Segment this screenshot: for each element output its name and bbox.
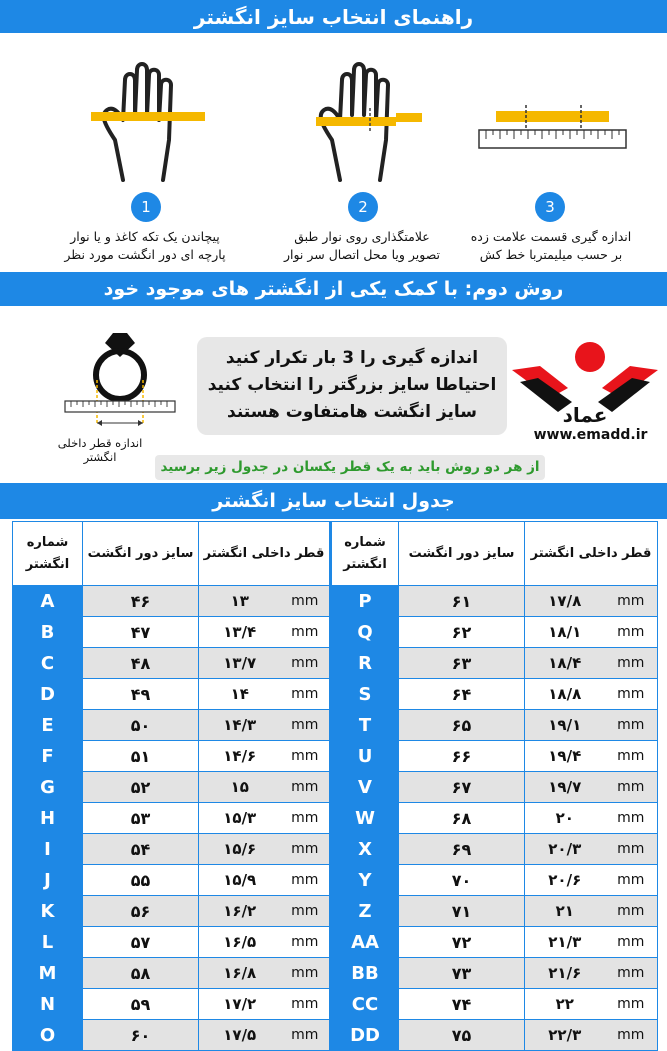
finger-size-cell: ۷۲ [399,927,525,958]
diameter-cell: ۱۹/۴ [525,741,605,772]
table-row [13,741,658,772]
diameter-cell: ۲۰/۳ [525,834,605,865]
diameter-cell: ۲۲/۳ [525,1020,605,1051]
diameter-cell: ۱۳/۷ [199,648,281,679]
unit-cell: mm [605,648,658,679]
header-finger-size: سایز دور انگشت [399,522,525,586]
unit-cell: mm [281,834,331,865]
finger-size-cell: ۶۷ [399,772,525,803]
ring-ruler-icon [55,325,180,435]
diameter-cell: ۱۹/۷ [525,772,605,803]
unit-cell: mm [281,617,331,648]
step-1 [45,40,245,270]
diameter-cell: ۲۰/۶ [525,865,605,896]
ruler-tape-icon [451,40,651,190]
unit-cell: mm [281,896,331,927]
table-row [13,865,658,896]
header-ring-number: شماره انگشتر [331,522,399,586]
tip-line: سایز انگشت هامتفاوت هستند [227,402,477,422]
unit-cell: mm [605,617,658,648]
ring-letter-cell: G [13,772,83,803]
diameter-cell: ۱۳/۴ [199,617,281,648]
diameter-cell: ۱۴ [199,679,281,710]
diameter-cell: ۲۱/۶ [525,958,605,989]
unit-cell: mm [281,772,331,803]
unit-cell: mm [605,1020,658,1051]
unit-cell: mm [281,803,331,834]
diameter-cell: ۱۷/۸ [525,586,605,617]
finger-size-cell: ۵۱ [83,741,199,772]
ring-letter-cell: C [13,648,83,679]
finger-size-cell: ۷۳ [399,958,525,989]
unit-cell: mm [605,772,658,803]
unit-cell: mm [281,710,331,741]
table-row [13,834,658,865]
unit-cell: mm [605,803,658,834]
finger-size-cell: ۷۰ [399,865,525,896]
finger-size-cell: ۵۰ [83,710,199,741]
table-row [13,1020,658,1051]
step-number-badge: 3 [535,192,565,222]
unit-cell: mm [281,741,331,772]
table-row [13,679,658,710]
ring-letter-cell: V [331,772,399,803]
finger-size-cell: ۶۶ [399,741,525,772]
tip-line: اندازه گیری را 3 بار تکرار کنید [225,348,479,368]
table-row [13,586,658,617]
ring-letter-cell: N [13,989,83,1020]
step-2 [262,40,462,270]
finger-size-cell: ۴۷ [83,617,199,648]
ring-size-table [12,521,658,1051]
ring-letter-cell: CC [331,989,399,1020]
step-text: علامتگذاری روی نوار طبق تصویر ویا محل اتصال سر نوار [283,229,441,262]
table-row [13,648,658,679]
step-number-badge: 1 [131,192,161,222]
unit-cell: mm [281,1020,331,1051]
ring-letter-cell: Z [331,896,399,927]
ring-letter-cell: Y [331,865,399,896]
unit-cell: mm [281,958,331,989]
finger-size-cell: ۵۲ [83,772,199,803]
ring-letter-cell: W [331,803,399,834]
ring-letter-cell: I [13,834,83,865]
ring-letter-cell: DD [331,1020,399,1051]
step-number-badge: 2 [348,192,378,222]
ring-letter-cell: P [331,586,399,617]
table-row [13,927,658,958]
unit-cell: mm [605,586,658,617]
ring-letter-cell: E [13,710,83,741]
hand-tape-icon [45,40,245,190]
diameter-cell: ۱۵/۹ [199,865,281,896]
finger-size-cell: ۷۵ [399,1020,525,1051]
diameter-cell: ۱۷/۲ [199,989,281,1020]
ring-letter-cell: Q [331,617,399,648]
hand-mark-icon [262,40,462,190]
table-row [13,958,658,989]
tip-line: احتیاطا سایز بزرگتر را انتخاب کنید [207,375,497,395]
ring-letter-cell: S [331,679,399,710]
website-url[interactable]: www.emadd.ir [533,427,648,443]
finger-size-cell: ۶۱ [399,586,525,617]
finger-size-cell: ۵۴ [83,834,199,865]
finger-size-cell: ۵۷ [83,927,199,958]
unit-cell: mm [605,741,658,772]
diameter-cell: ۱۵/۶ [199,834,281,865]
page-title-banner [0,0,667,33]
method-two-title: روش دوم: با کمک یکی از انگشتر های موجود خود [103,278,564,300]
finger-size-cell: ۷۴ [399,989,525,1020]
unit-cell: mm [605,679,658,710]
table-row [13,989,658,1020]
finger-size-cell: ۵۸ [83,958,199,989]
unit-cell: mm [281,648,331,679]
step-text: اندازه گیری قسمت علامت زده بر حسب میلیمتربا خط کش [470,229,632,262]
ring-letter-cell: T [331,710,399,741]
header-inner-diameter: قطر داخلی انگشتر [199,522,331,586]
diameter-cell: ۲۱ [525,896,605,927]
diameter-cell: ۲۱/۳ [525,927,605,958]
page-title: راهنمای انتخاب سایز انگشتر [193,4,474,29]
finger-size-cell: ۵۹ [83,989,199,1020]
finger-size-cell: ۶۹ [399,834,525,865]
unit-cell: mm [605,896,658,927]
table-title-banner [0,483,667,519]
unit-cell: mm [281,586,331,617]
diameter-cell: ۱۶/۸ [199,958,281,989]
finger-size-cell: ۴۸ [83,648,199,679]
header-finger-size: سایز دور انگشت [83,522,199,586]
emad-logo [510,340,660,430]
ring-letter-cell: D [13,679,83,710]
header-inner-diameter: قطر داخلی انگشتر [525,522,658,586]
table-row [13,803,658,834]
table-row [13,772,658,803]
ring-letter-cell: M [13,958,83,989]
step-text: پیچاندن یک تکه کاغذ و یا نوار پارچه ای دور انگشت مورد نظر [64,229,226,262]
table-title: جدول انتخاب سایز انگشتر [212,490,455,512]
header-ring-number: شماره انگشتر [13,522,83,586]
table-row [13,896,658,927]
finger-size-cell: ۵۳ [83,803,199,834]
step-3 [451,40,651,270]
unit-cell: mm [605,834,658,865]
diameter-cell: ۱۹/۱ [525,710,605,741]
unit-cell: mm [281,865,331,896]
unit-cell: mm [605,927,658,958]
unit-cell: mm [605,710,658,741]
unit-cell: mm [281,989,331,1020]
unit-cell: mm [281,927,331,958]
method-two-banner [0,272,667,306]
ring-letter-cell: AA [331,927,399,958]
ring-letter-cell: U [331,741,399,772]
ring-letter-cell: X [331,834,399,865]
ring-letter-cell: BB [331,958,399,989]
unit-cell: mm [281,679,331,710]
diameter-cell: ۱۶/۵ [199,927,281,958]
finger-size-cell: ۵۶ [83,896,199,927]
finger-size-cell: ۵۵ [83,865,199,896]
ring-letter-cell: O [13,1020,83,1051]
ring-diameter-label: اندازه قطر داخلی انگشتر [57,436,143,464]
ring-letter-cell: R [331,648,399,679]
ring-letter-cell: J [13,865,83,896]
ring-letter-cell: H [13,803,83,834]
finger-size-cell: ۴۶ [83,586,199,617]
finger-size-cell: ۴۹ [83,679,199,710]
table-row [13,710,658,741]
diameter-cell: ۱۸/۴ [525,648,605,679]
ring-letter-cell: F [13,741,83,772]
ring-letter-cell: K [13,896,83,927]
table-row [13,617,658,648]
ring-letter-cell: L [13,927,83,958]
finger-size-cell: ۷۱ [399,896,525,927]
diameter-cell: ۱۸/۸ [525,679,605,710]
diameter-cell: ۱۴/۳ [199,710,281,741]
ring-letter-cell: A [13,586,83,617]
ring-letter-cell: B [13,617,83,648]
diameter-cell: ۱۵ [199,772,281,803]
diameter-cell: ۱۷/۵ [199,1020,281,1051]
diameter-cell: ۲۲ [525,989,605,1020]
finger-size-cell: ۶۴ [399,679,525,710]
method-note: از هر دو روش باید به یک قطر یکسان در جدول زیر برسید [155,455,545,480]
unit-cell: mm [605,958,658,989]
diameter-cell: ۱۶/۲ [199,896,281,927]
diameter-cell: ۱۵/۳ [199,803,281,834]
unit-cell: mm [605,865,658,896]
finger-size-cell: ۶۲ [399,617,525,648]
finger-size-cell: ۶۳ [399,648,525,679]
unit-cell: mm [605,989,658,1020]
logo-wordmark: عماد [562,403,608,427]
finger-size-cell: ۶۰ [83,1020,199,1051]
diameter-cell: ۲۰ [525,803,605,834]
diameter-cell: ۱۳ [199,586,281,617]
finger-size-cell: ۶۵ [399,710,525,741]
diameter-cell: ۱۴/۶ [199,741,281,772]
diameter-cell: ۱۸/۱ [525,617,605,648]
tips-box [197,337,507,435]
finger-size-cell: ۶۸ [399,803,525,834]
